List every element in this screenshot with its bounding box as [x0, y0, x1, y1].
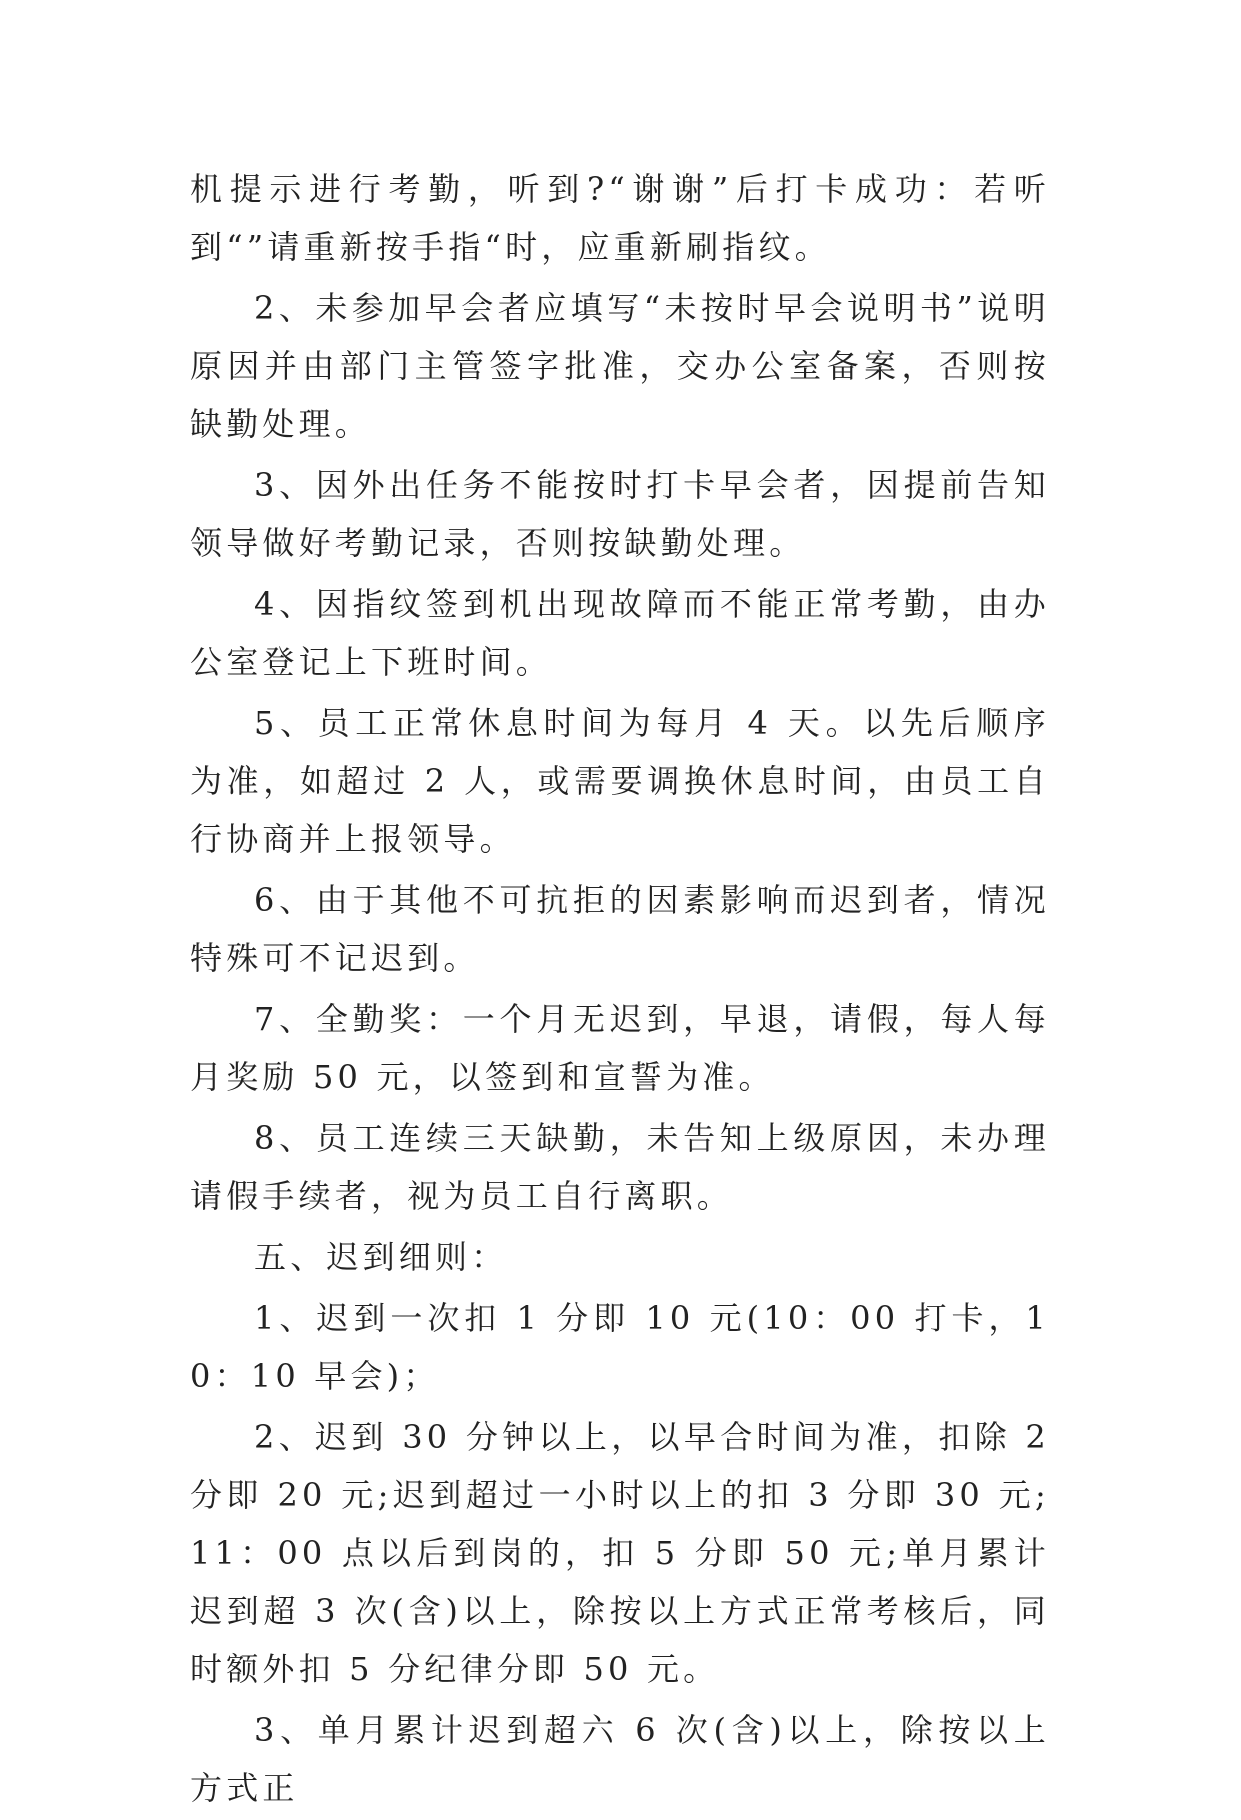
paragraph-rule-3: 3、因外出任务不能按时打卡早会者，因提前告知领导做好考勤记录，否则按缺勤处理。 — [190, 466, 1050, 562]
paragraph-continuation: 机提示进行考勤，听到?“谢谢”后打卡成功：若听到“”请重新按手指“时，应重新刷指纹。 — [190, 170, 1050, 266]
paragraph-rule-4: 4、因指纹签到机出现故障而不能正常考勤，由办公室登记上下班时间。 — [190, 585, 1050, 681]
paragraph-rule-6: 6、由于其他不可抗拒的因素影响而迟到者，情况特殊可不记迟到。 — [190, 881, 1050, 977]
paragraph-rule-8: 8、员工连续三天缺勤，未告知上级原因，未办理请假手续者，视为员工自行离职。 — [190, 1119, 1050, 1215]
paragraph-late-1: 1、迟到一次扣 1 分即 10 元(10：00 打卡，10：10 早会)； — [190, 1299, 1050, 1395]
section-heading-late-rules: 五、迟到细则： — [254, 1238, 508, 1276]
paragraph-late-3: 3、单月累计迟到超六 6 次(含)以上，除按以上方式正 — [190, 1711, 1050, 1807]
paragraph-rule-5: 5、员工正常休息时间为每月 4 天。以先后顺序为准，如超过 2 人，或需要调换休息时间，由员工自行协商并上报领导。 — [190, 704, 1050, 858]
document-body — [190, 160, 1050, 1820]
paragraph-rule-7: 7、全勤奖：一个月无迟到，早退，请假，每人每月奖励 50 元，以签到和宣誓为准。 — [190, 1000, 1050, 1096]
paragraph-rule-2: 2、未参加早会者应填写“未按时早会说明书”说明原因并由部门主管签字批准，交办公室备案，否则按缺勤处理。 — [190, 289, 1050, 443]
paragraph-late-2: 2、迟到 30 分钟以上，以早合时间为准，扣除 2 分即 20 元;迟到超过一小时以上的扣 3 分即 30 元;11：00 点以后到岗的，扣 5 分即 50 元;单月累计迟到超 3 次(含)以上，除按以上方式正常考核后，同时额外扣 5 分纪律分即 50 元。 — [190, 1418, 1050, 1688]
